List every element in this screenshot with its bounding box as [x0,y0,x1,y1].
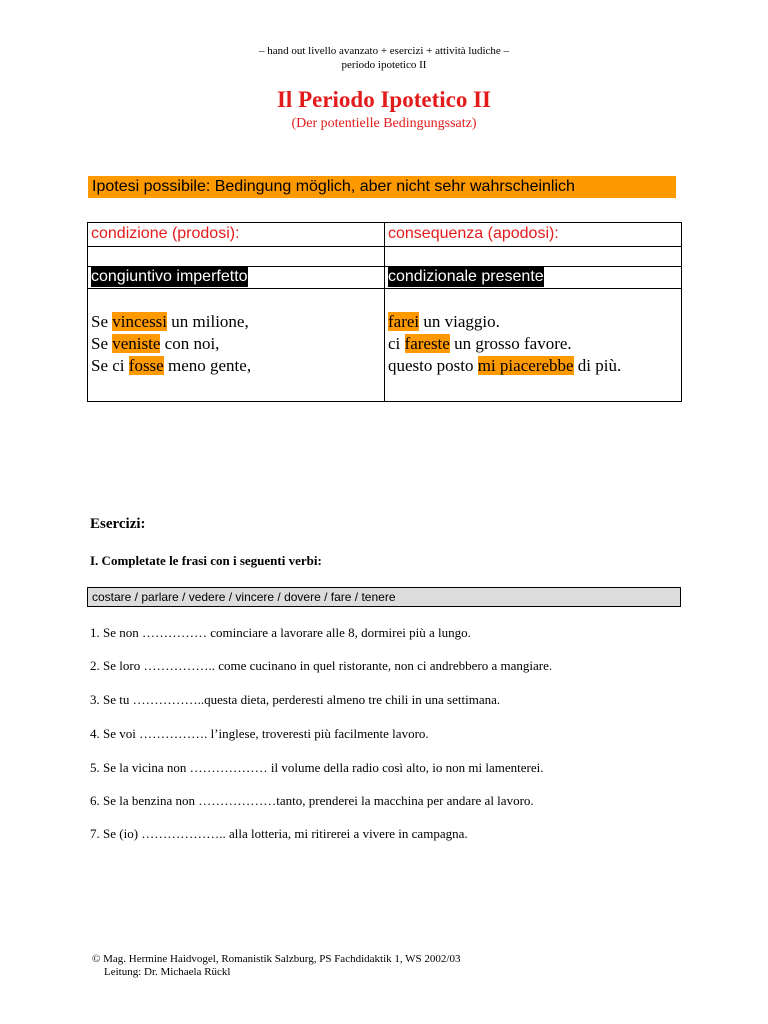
col2-example-3 [388,355,678,377]
example-text: Se ci [91,356,129,375]
col2-examples-cell [385,289,682,402]
col1-header: condizione (prodosi): [91,225,240,242]
verb-list: costare / parlare / vedere / vincere / dovere / fare / tenere [92,590,396,604]
page-subtitle: (Der potentielle Bedingungssatz) [291,116,477,131]
example-text: un viaggio. [419,312,500,331]
highlighted-verb: fareste [404,334,450,353]
col2-header: consequenza (apodosi): [388,225,559,242]
col2-header-cell [385,223,682,247]
col2-example-1 [388,311,678,333]
exercise-item-3: 3. Se tu ……………..questa dieta, perderesti almeno tre chili in una settimana. [90,692,501,707]
col2-mode-cell [385,267,682,289]
grammar-table [87,222,682,402]
col1-examples-cell [88,289,385,402]
highlighted-verb: farei [388,312,420,331]
col1-mode: congiuntivo imperfetto [91,268,248,285]
hypothesis-text: Ipotesi possibile: Bedingung möglich, aber nicht sehr wahrscheinlich [92,178,575,195]
col1-example-2 [91,333,381,355]
highlighted-verb: fosse [128,356,164,375]
col1-mode-cell [88,267,385,289]
hypothesis-bar [88,176,676,198]
example-text: questo posto [388,356,478,375]
col1-example-1 [91,311,381,333]
exercise-item-6: 6. Se la benzina non ………………tanto, prenderei la macchina per andare al lavoro. [90,793,534,808]
verb-list-box [87,587,681,607]
exercises-title: Esercizi: [90,516,146,532]
header-line-2: periodo ipotetico II [341,59,427,71]
exercises-instruction: I. Completate le frasi con i seguenti verbi: [90,553,322,568]
page-title: Il Periodo Ipotetico II [276,87,491,112]
example-text: Se [91,334,113,353]
exercise-item-7: 7. Se (io) ……………….. alla lotteria, mi ritirerei a vivere in campagna. [90,826,468,841]
example-text: con noi, [160,334,220,353]
exercise-item-5: 5. Se la vicina non ……………… il volume della radio così alto, io non mi lamenterei. [90,760,544,775]
exercise-item-2: 2. Se loro …………….. come cucinano in quel ristorante, non ci andrebbero a mangiare. [90,658,553,673]
col2-examples [388,289,678,377]
col2-example-2 [388,333,678,355]
spacer-cell [385,247,682,267]
footer-line-1: © Mag. Hermine Haidvogel, Romanistik Salzburg, PS Fachdidaktik 1, WS 2002/03 [92,953,461,965]
col1-header-cell [88,223,385,247]
highlighted-verb: mi piacerebbe [477,356,574,375]
example-text: Se [91,312,113,331]
footer-line-2: Leitung: Dr. Michaela Rückl [104,966,231,978]
highlighted-verb: veniste [112,334,161,353]
example-text: meno gente, [163,356,252,375]
col1-example-3 [91,355,381,377]
header-line-1: – hand out livello avanzato + esercizi + attività ludiche – [258,45,510,57]
spacer-cell [88,247,385,267]
example-text: di più. [573,356,622,375]
col2-mode: condizionale presente [388,268,544,285]
highlighted-verb: vincessi [112,312,168,331]
example-text: un grosso favore. [449,334,572,353]
example-text: un milione, [167,312,249,331]
exercise-item-1: 1. Se non …………… cominciare a lavorare alle 8, dormirei più a lungo. [90,625,471,640]
example-text: ci [388,334,405,353]
col1-examples [91,289,381,377]
exercise-item-4: 4. Se voi ……………. l’inglese, troveresti più facilmente lavoro. [90,726,429,741]
